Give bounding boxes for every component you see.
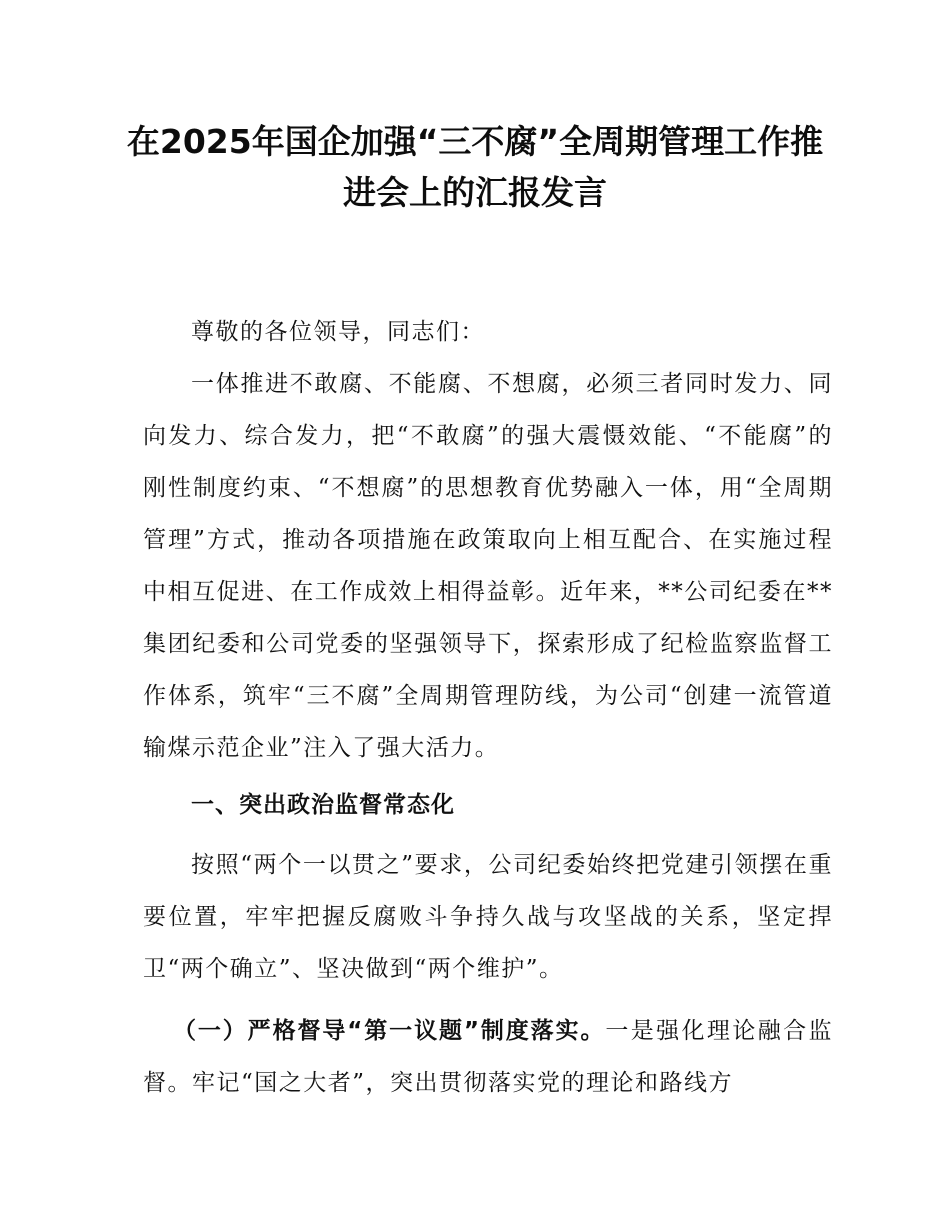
document-title: 在2025年国企加强“三不腐”全周期管理工作推进会上的汇报发言 [126,122,824,212]
salutation: 尊敬的各位领导，同志们： [191,319,485,345]
paragraph-subsection-1 [143,1005,833,1109]
paragraph-intro: 一体推进不敢腐、不能腐、不想腐，必须三者同时发力、同向发力、综合发力，把“不敢腐”的强大震慑效能、“不能腐”的刚性制度约束、“不想腐”的思想教育优势融入一体，用“全周期管理”方式，推动各项措施在政策取向上相互配合、在实施过程中相互促进、在工作成效上相得益彰。近年来，**公司纪委在**集团纪委和公司党委的坚强领导下，探索形成了纪检监察监督工作体系，筑牢“三不腐”全周期管理防线，为公司“创建一流管道输煤示范企业”注入了强大活力。 [143,371,833,761]
paragraph-section-1: 按照“两个一以贯之”要求，公司纪委始终把党建引领摆在重要位置，牢牢把握反腐败斗争持久战与攻坚战的关系，坚定捍卫“两个确立”、坚决做到“两个维护”。 [143,852,833,982]
subsection-text: 一是强化理论融合监督。牢记“国之大者”，突出贯彻落实党的理论和路线方 [143,1018,834,1096]
section-heading-1: 一、突出政治监督常态化 [191,792,455,818]
subsection-heading-1: （一）严格督导“第一议题”制度落实。 [173,1018,606,1044]
